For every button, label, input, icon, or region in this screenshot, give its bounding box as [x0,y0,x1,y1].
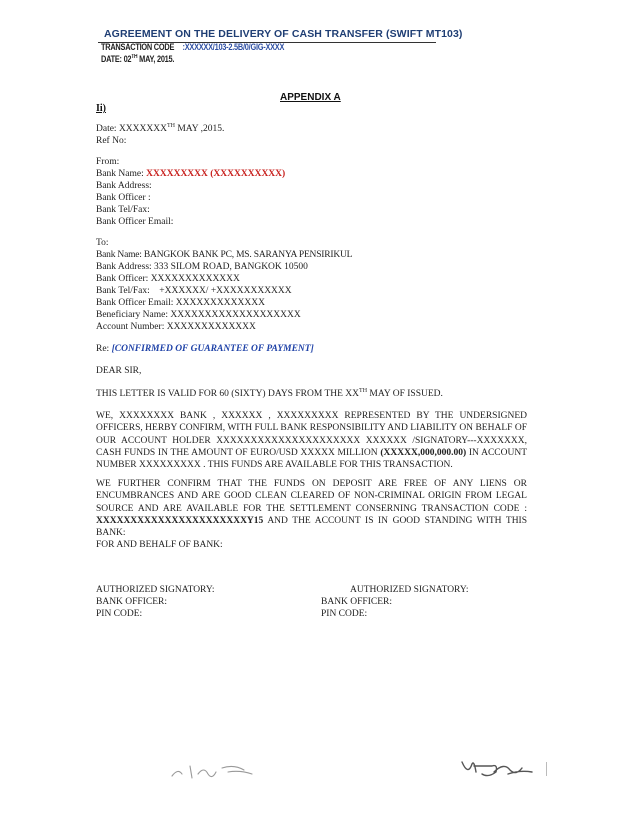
to-bank-address: Bank Address: 333 SILOM ROAD, BANGKOK 10500 [96,262,308,272]
para1-text-b: IN ACCOUNT NUMBER XXXXXXXXX . THIS FUNDS ARE AVAILABLE FOR THIS TRANSACTION. [96,447,528,471]
to-bank-tel: Bank Tel/Fax: +XXXXXX/ +XXXXXXXXXXX [96,286,292,296]
ref-line: Ref No: [96,136,127,146]
from-bank-officer: Bank Officer : [96,193,151,203]
document-title: AGREEMENT ON THE DELIVERY OF CASH TRANSFER (SWIFT MT103) [104,28,463,40]
page-edge-mark [546,762,547,776]
para1-amount: (XXXXX,000,000.00) [380,447,467,458]
from-bank-name-value: XXXXXXXXX (XXXXXXXXXX) [146,169,286,179]
header-date-label: DATE: 02 [101,54,132,64]
header-date-rest: MAY, 2015. [137,54,175,64]
from-bank-name [96,168,285,180]
left-bank-officer: BANK OFFICER: [96,597,167,607]
re-line [96,343,314,355]
from-bank-tel: Bank Tel/Fax: [96,205,150,215]
re-label: Re: [96,344,112,354]
from-bank-email: Bank Officer Email: [96,217,174,227]
to-label: To: [96,238,109,248]
right-signatory: AUTHORIZED SIGNATORY: [350,585,469,595]
confirmation-paragraph [96,410,527,471]
transaction-code-text: XXXXXX/103-2.5B/0/GIG-XXXX [184,42,285,52]
behalf-line: FOR AND BEHALF OF BANK: [96,540,223,550]
transaction-code-line [101,42,284,52]
transaction-code-label: TRANSACTION CODE [101,42,175,52]
left-handwritten-signature [168,760,278,782]
to-account-number: Account Number: XXXXXXXXXXXXX [96,322,256,332]
appendix-index: Ii) [96,103,106,114]
left-pin-code: PIN CODE: [96,609,143,619]
to-bank-name: Bank Name: BANGKOK BANK PC, MS. SARANYA PENSIRIKUL [96,250,353,260]
para1-text-a: WE, XXXXXXXX BANK , XXXXXX , XXXXXXXXX REPRESENTED BY THE UNDERSIGNED OFFICERS, HERBY CONFIRM, WITH FULL BANK RESPONSIBILITY AND LIABILITY ON BEHALF OF OUR ACCOUNT HOLDER XXXXXXXXXXXXXXXXXXXXX XXXXXX /SIGNATORY---XXXXXXX, CASH FUNDS IN THE AMOUNT OF EURO/USD XXXXX MILLION [96,411,527,458]
re-value: [CONFIRMED OF GUARANTEE OF PAYMENT] [111,344,314,354]
from-label: From: [96,157,120,167]
salutation: DEAR SIR, [96,366,142,376]
date-prefix: Date: XXXXXXX [96,124,167,134]
transaction-code-separator: : [182,42,185,52]
header-date-sup: TH [131,54,138,60]
para2-text-a: WE FURTHER CONFIRM THAT THE FUNDS ON DEPOSIT ARE FREE OF ANY LIENS OR ENCUMBRANCES AND ARE GOOD CLEAN CLEARED OF NON-CRIMINAL ORIGIN FROM LEGAL SOURCE AND ARE AVAILABLE FOR THE SETTLEMENT CONSERNING TRANSACTION CODE : [96,479,527,514]
to-beneficiary: Beneficiary Name: XXXXXXXXXXXXXXXXXXX [96,310,301,320]
right-pin-code: PIN CODE: [321,609,368,619]
validity-sup: TH [359,387,368,394]
validity-prefix: THIS LETTER IS VALID FOR 60 (SIXTY) DAYS FROM THE XX [96,389,360,399]
appendix-title: APPENDIX A [280,92,341,103]
further-confirmation-paragraph [96,478,527,539]
date-suffix: MAY ,2015. [174,124,225,134]
date-sup: TH [166,122,175,129]
to-bank-officer: Bank Officer: XXXXXXXXXXXXX [96,274,240,284]
header-date-line [101,54,174,64]
right-bank-officer: BANK OFFICER: [321,597,392,607]
para2-text-b: AND THE ACCOUNT IS IN GOOD STANDING WITH THIS BANK: [96,515,527,539]
left-signatory: AUTHORIZED SIGNATORY: [96,585,215,595]
validity-line [96,388,443,400]
right-handwritten-signature [458,756,538,782]
para2-code: XXXXXXXXXXXXXXXXXXXXXXY15 [96,515,264,526]
transaction-code-value [183,42,285,52]
validity-suffix: MAY OF ISSUED. [367,389,443,399]
from-bank-name-label: Bank Name: [96,169,147,179]
to-bank-email: Bank Officer Email: XXXXXXXXXXXXX [96,298,265,308]
from-bank-address: Bank Address: [96,181,152,191]
date-line [96,123,224,135]
